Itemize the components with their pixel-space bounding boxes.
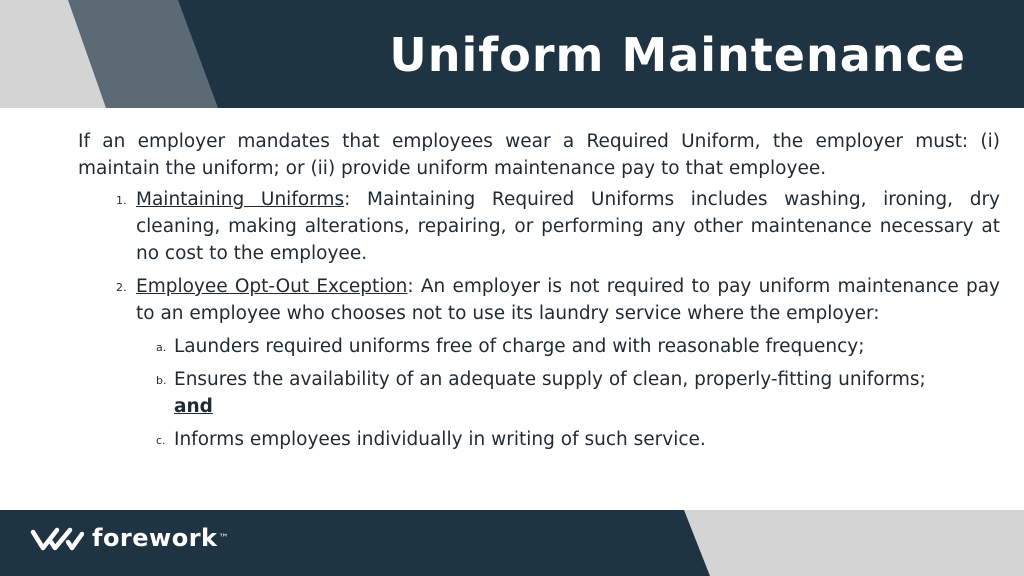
footer-decor-light xyxy=(684,510,1024,576)
slide-title: Uniform Maintenance xyxy=(389,28,966,82)
sub-item-text: Informs employees individually in writing of such service. xyxy=(174,429,706,450)
item-term: Employee Opt-Out Exception xyxy=(136,276,408,297)
numbered-list xyxy=(78,186,1000,453)
list-item xyxy=(116,273,1000,453)
sub-item-text: Ensures the availability of an adequate supply of clean, properly-fitting uniforms; xyxy=(174,369,926,390)
lettered-list xyxy=(136,333,1000,453)
sub-list-item xyxy=(156,426,1000,453)
forework-logo xyxy=(30,524,229,552)
emphasis-and: and xyxy=(174,396,213,417)
sub-list-marker: b. xyxy=(156,374,167,387)
slide-footer xyxy=(0,510,1024,576)
list-marker: 2. xyxy=(116,281,127,294)
sub-list-item xyxy=(156,366,1000,420)
item-text: : Maintaining Required Uniforms includes washing, ironing, dry cleaning, making alterations, repairing, or performing any other maintenance necessary at no cost to the employee. xyxy=(136,189,1000,264)
forework-checkmarks-icon xyxy=(30,524,84,552)
sub-list-item xyxy=(156,333,1000,360)
list-marker: 1. xyxy=(116,194,127,207)
trademark-symbol: ™ xyxy=(218,532,229,544)
item-text: : An employer is not required to pay uniform maintenance pay to an employee who chooses not to use its laundry service where the employer: xyxy=(136,276,1000,324)
list-item xyxy=(116,186,1000,267)
slide-body xyxy=(78,128,1000,459)
sub-item-text: Launders required uniforms free of charge and with reasonable frequency; xyxy=(174,336,865,357)
slide-header xyxy=(0,0,1024,108)
logo-text: forework xyxy=(92,524,218,552)
sub-list-marker: c. xyxy=(156,434,166,447)
sub-list-marker: a. xyxy=(156,341,167,354)
item-term: Maintaining Uniforms xyxy=(136,189,345,210)
intro-paragraph: If an employer mandates that employees wear a Required Uniform, the employer must: (i) maintain the uniform; or (ii) provide uniform maintenance pay to that employee. xyxy=(78,131,1000,179)
